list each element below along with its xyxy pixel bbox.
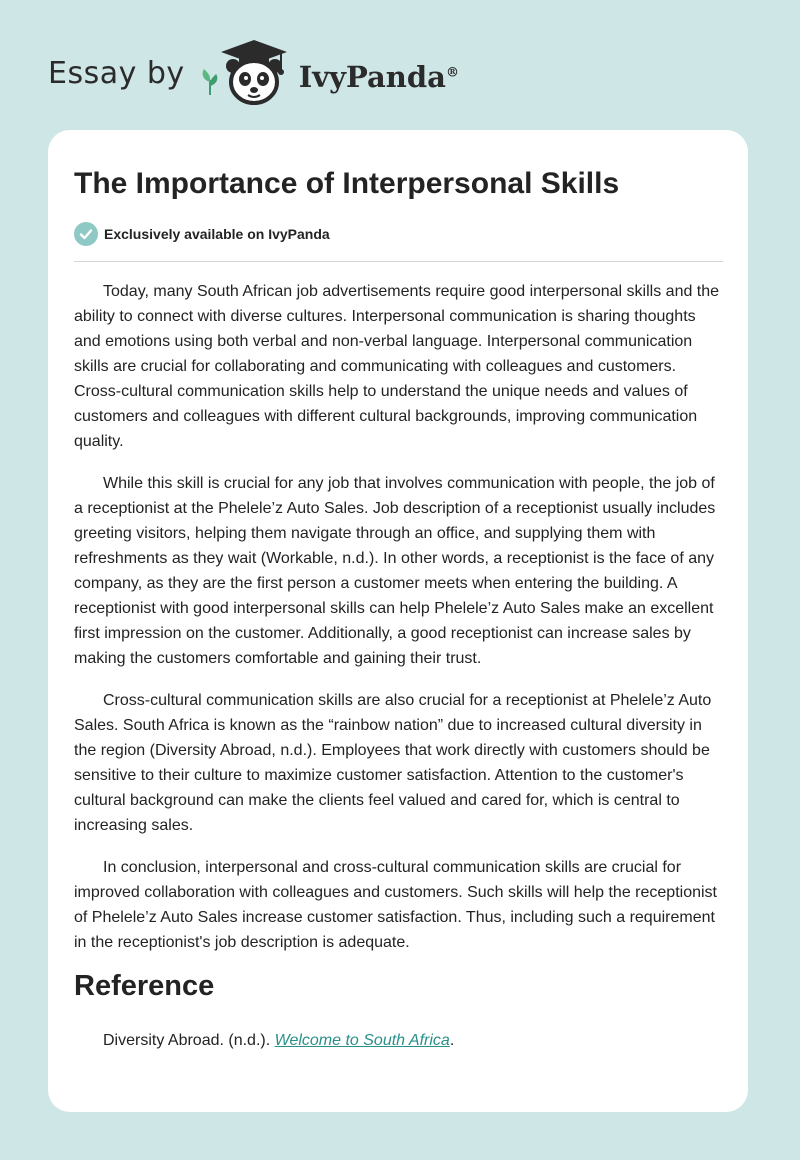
paragraph-3: Cross-cultural communication skills are also crucial for a receptionist at Phelele’z Auto Sales. South Africa is known as the “rainbow nation” due to increased cultural diversity in the region (Diversity Abroad, n.d.). Employees that work directly with customers should be sensitive to their culture to maximize customer satisfaction. Attention to the customer's cultural background can make the clients feel valued and cared for, which is central to increasing sales. [74,692,712,834]
brand-header[interactable] [48,38,459,108]
paragraph-2: While this skill is crucial for any job that involves communication with people, the job of a receptionist at the Phelele’z Auto Sales. Job description of a receptionist usually includes greeting visitors, helping them navigate through an office, and supplying them with refreshments as they wait (Workable, n.d.). In other words, a receptionist is the face of any company, as they are the first person a customer meets when entering the building. A receptionist with good interpersonal skills can help Phelele’z Auto Sales make an excellent first impression on the customer. Additionally, a good receptionist can increase sales by making the customers comfortable and gaining their trust. [74,475,716,667]
brand-name-text: IvyPanda [298,60,446,94]
panda-logo-icon [217,38,291,108]
title-divider [74,261,723,262]
reference-heading: Reference [74,970,215,1002]
paragraph-1: Today, many South African job advertisements require good interpersonal skills and the ability to connect with diverse cultures. Interpersonal communication is sharing thoughts and emotions using both verbal and non-verbal language. Interpersonal communication skills are crucial for collaborating and communicating with colleagues and customers. Cross-cultural communication skills help to understand the unique needs and values of customers and colleagues with different cultural backgrounds, improving communication quality. [74,283,720,450]
brand-prefix: Essay by [48,55,185,91]
brand-name [299,60,459,94]
essay-title: The Importance of Interpersonal Skills [74,167,620,200]
exclusive-label: Exclusively available on IvyPanda [104,226,330,242]
essay-card [48,130,748,1112]
registered-mark: ® [445,65,459,81]
reference-entry [103,1028,454,1053]
reference-prefix: Diversity Abroad. (n.d.). [103,1032,275,1049]
reference-suffix: . [449,1032,455,1049]
essay-body [74,279,726,972]
exclusive-badge [74,222,330,246]
reference-link[interactable]: Welcome to South Africa [274,1032,450,1049]
paragraph-4: In conclusion, interpersonal and cross-cultural communication skills are crucial for improved collaboration with colleagues and customers. Such skills will help the receptionist of Phelele’z Auto Sales increase customer satisfaction. Thus, including such a requirement in the receptionist's job description is adequate. [74,859,717,951]
check-circle-icon [74,222,98,246]
